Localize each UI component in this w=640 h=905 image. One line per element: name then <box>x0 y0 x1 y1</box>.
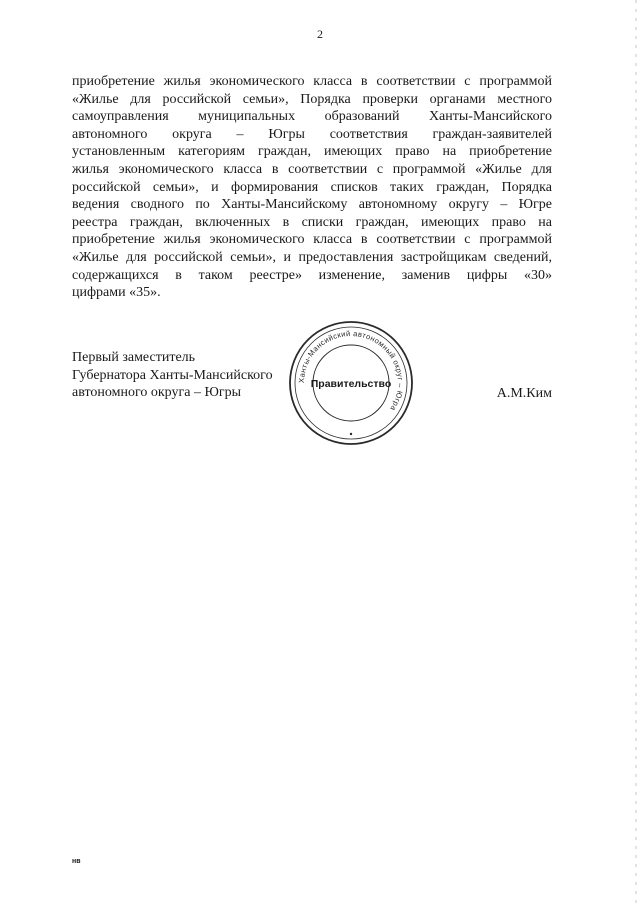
body-line: «Жилье для российской семьи», Порядка проверки органами местного <box>72 91 552 107</box>
page-number: 2 <box>317 27 323 41</box>
footer-mark: нв <box>72 858 81 865</box>
body-line: самоуправления муниципальных образований Ханты-Мансийского <box>72 109 552 125</box>
stamp-dot <box>350 433 352 435</box>
scan-edge-artifact <box>635 0 637 905</box>
body-line: цифрами «35». <box>72 285 161 301</box>
body-paragraph <box>72 73 552 302</box>
signatory-title-line: автономного округа – Югры <box>72 385 241 401</box>
signatory-title <box>72 349 273 402</box>
official-stamp <box>286 318 416 448</box>
body-line: реестра граждан, включенных в списки граждан, имеющих право на <box>72 214 552 230</box>
body-line: «Жилье для российской семьи», и предоставления застройщикам сведений, <box>72 249 552 265</box>
body-line: автономного округа – Югры соответствия граждан-заявителей <box>72 126 552 142</box>
body-line: жилья экономического класса в соответствии с программой «Жилье для <box>72 161 552 177</box>
body-line: российской семьи», и формирования списков таких граждан, Порядка <box>72 179 552 195</box>
body-line: установленным категориям граждан, имеющих право на приобретение <box>72 144 552 160</box>
body-line: содержащихся в таком реестре» изменение, заменив цифры «30» <box>72 267 552 283</box>
stamp-center-text: Правительство <box>310 378 392 390</box>
body-line: ведения сводного по Ханты-Мансийскому автономному округу – Югре <box>72 197 552 213</box>
signatory-name: А.М.Ким <box>496 386 552 401</box>
stamp-ring-text: Ханты-Мансийский автономный округ – Югра <box>296 328 406 413</box>
signatory-title-line: Первый заместитель <box>72 350 196 365</box>
body-line: приобретение жилья экономического класса в соответствии с программой <box>72 74 552 89</box>
body-line: приобретение жилья экономического класса в соответствии с программой <box>72 232 552 248</box>
signatory-title-line: Губернатора Ханты-Мансийского <box>72 367 273 383</box>
